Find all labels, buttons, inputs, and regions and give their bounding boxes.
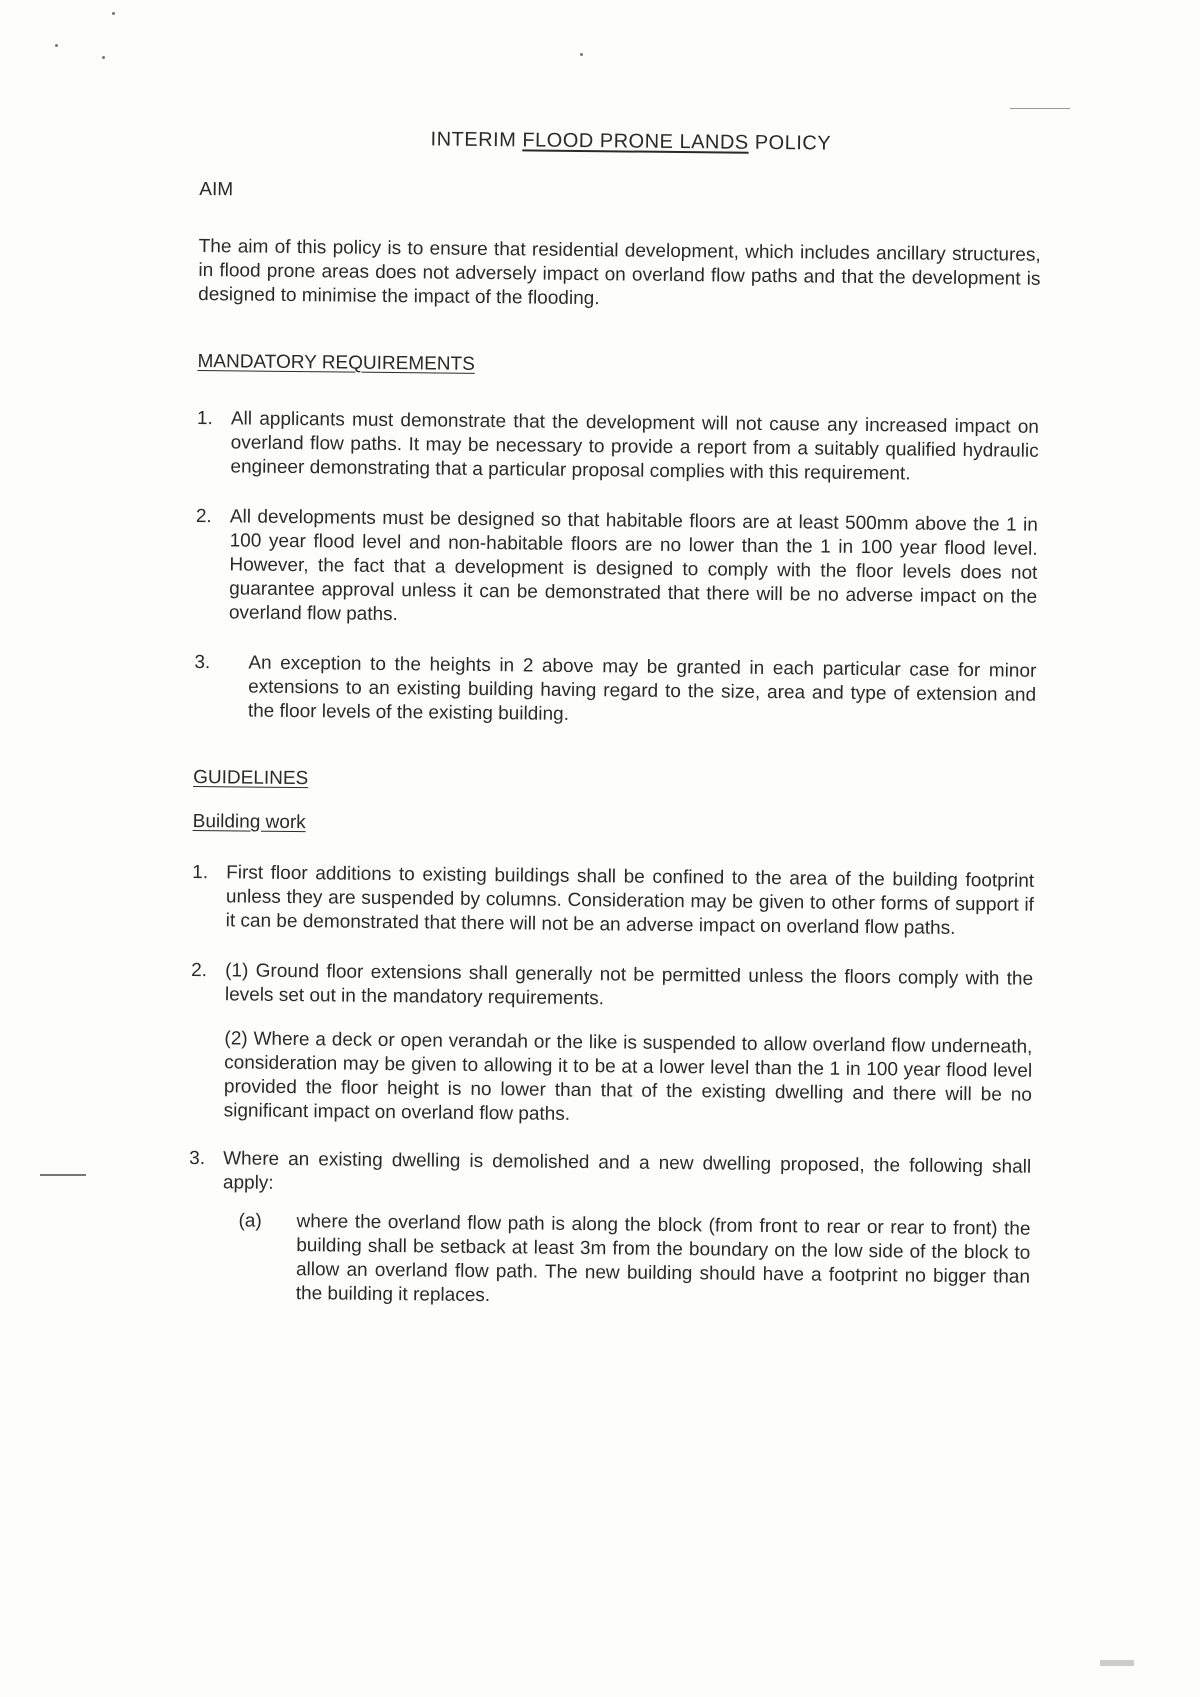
item-number: 1.: [192, 861, 209, 884]
page-title: [200, 126, 1042, 158]
title-part-1: INTERIM: [430, 128, 523, 152]
mandatory-heading: MANDATORY REQUIREMENTS: [197, 350, 475, 375]
scan-speck: [112, 12, 115, 15]
aim-heading: AIM: [199, 178, 234, 201]
guideline-item: [191, 959, 1033, 1016]
item-number: 3.: [194, 651, 211, 674]
item-number: 1.: [196, 407, 213, 430]
guideline-item: [189, 1147, 1031, 1204]
building-work-subheading: Building work: [192, 810, 306, 834]
document-content: [188, 126, 1042, 1314]
guidelines-heading: GUIDELINES: [193, 766, 309, 790]
guideline-item: [192, 861, 1035, 942]
item-text: All developments must be designed so that habitable floors are at least 500mm above the 1 in 100 year flood level and non-habitable floors are no lower than the 1 in 100 year flood level. However, the fact that a development is designed to comply with the floor levels does not guarantee approval unless it can be demonstrated that there will be no adverse impact on the overland flow paths.: [228, 506, 1038, 626]
scan-mark: [1100, 1660, 1134, 1666]
item-number: 2.: [195, 505, 212, 528]
item-text: First floor additions to existing buildings shall be confined to the area of the building footprint unless they are suspended by columns. Consideration may be given to other forms of support if it can be demonstrated that there will not be an adverse impact on overland flow paths.: [225, 862, 1035, 939]
item-number: 3.: [189, 1147, 206, 1170]
item-number: 2.: [191, 959, 208, 982]
scan-speck: [55, 44, 58, 47]
item-text: (1) Ground floor extensions shall generally not be permitted unless the floors comply with the levels set out in the mandatory requirements.: [224, 960, 1034, 1010]
guideline-item-2-subclause: (2) Where a deck or open verandah or the like is suspended to allow overland flow underneath, consideration may be given to allowing it to be at a lower level than the 1 in 100 year flood level provided the floor height is no lower than that of the existing dwelling and there will be no significant impact on overland flow paths.: [223, 1028, 1033, 1125]
scan-speck: [102, 56, 105, 59]
title-part-2: FLOOD PRONE LANDS: [522, 129, 749, 154]
mandatory-item: [194, 651, 1037, 732]
scan-mark: [40, 1174, 86, 1176]
scan-mark: [1010, 108, 1070, 109]
item-text: All applicants must demonstrate that the development will not cause any increased impact on overland flow paths. It may be necessary to provide a report from a suitably qualified hydraulic engineer demonstrating that a particular proposal complies with this requirement.: [230, 408, 1040, 485]
aim-text: The aim of this policy is to ensure that residential development, which includes ancillary structures, in flood prone areas does not adversely impact on overland flow paths and that the development is designed to minimise the impact of the flooding.: [198, 235, 1041, 310]
subclause-label: (a): [238, 1210, 262, 1232]
guideline-item-3-subclause: [238, 1209, 1031, 1313]
mandatory-item: [196, 407, 1039, 488]
title-part-3: POLICY: [748, 131, 832, 155]
item-text: Where an existing dwelling is demolished and a new dwelling proposed, the following shall apply:: [222, 1148, 1032, 1194]
mandatory-item: [195, 505, 1038, 634]
item-text: An exception to the heights in 2 above may be granted in each particular case for minor extensions to an existing building having regard to the size, area and type of extension and the floor levels of the existing building.: [247, 652, 1037, 725]
subclause-text: where the overland flow path is along the block (from front to rear or rear to front) the building shall be setback at least 3m from the boundary on the low side of the block to allow an overland flow path. The new building should have a footprint no bigger than the building it replaces.: [295, 1211, 1031, 1307]
scan-speck: [580, 53, 583, 56]
